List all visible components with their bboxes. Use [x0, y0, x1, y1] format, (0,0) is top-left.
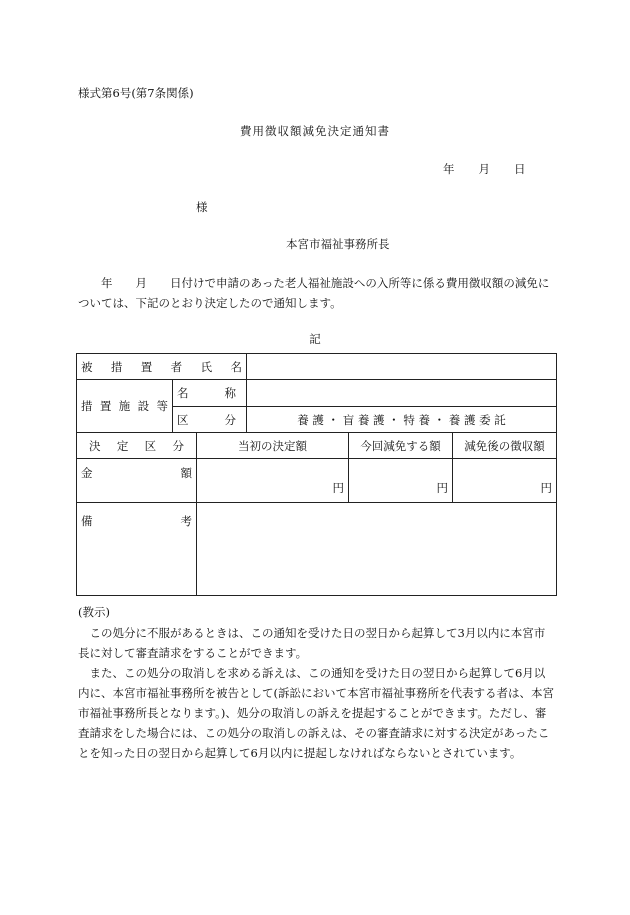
after-amount-yen[interactable]: 円 — [453, 459, 557, 503]
facility-category-options: 養 護 ・ 盲 養 護 ・ 特 養 ・ 養 護 委 託 — [247, 407, 557, 433]
ki-label: 記 — [309, 332, 321, 346]
col-initial-amount: 当初の決定額 — [197, 433, 349, 459]
date-month: 月 — [478, 162, 490, 176]
sender: 本宮市福祉事務所長 — [286, 237, 390, 251]
instruction-header: (教示) — [78, 605, 110, 619]
document-title: 費用徴収額減免決定通知書 — [240, 124, 390, 138]
addressee-suffix: 様 — [196, 200, 208, 214]
facility-name-value[interactable] — [247, 380, 557, 407]
facility-name-label: 名 称 — [173, 380, 247, 407]
instruction-paragraph-2: また、この処分の取消しを求める訴えは、この通知を受けた日の翌日から起算して6月以内に、本宮市福祉事務所を被告として(訴訟において本宮市福祉事務所を代表する者は、本宮市福祉事務所長となります。)、処分の取消しの訴えを提起することができます。ただし、審査請求をした場合には、この処分の取消しの訴えは、その審査請求に対する決定があったことを知った日の翌日から起算して6月以内に提起しなければならないとされています。 — [78, 666, 554, 760]
decision-table — [76, 353, 557, 596]
col-after-amount: 減免後の徴収額 — [453, 433, 557, 459]
amount-label: 金 額 — [77, 459, 197, 503]
date-line — [443, 161, 526, 177]
reduction-amount-yen[interactable]: 円 — [349, 459, 453, 503]
form-number: 様式第6号(第7条関係) — [78, 86, 194, 100]
decision-category-label: 決 定 区 分 — [77, 433, 197, 459]
body-text: 年 月 日付けで申請のあった老人福祉施設への入所等に係る費用徴収額の減免については、下記のとおり決定したので通知します。 — [78, 276, 550, 310]
person-name-value[interactable] — [247, 354, 557, 380]
date-day: 日 — [514, 162, 526, 176]
person-name-label: 被 措 置 者 氏 名 — [77, 354, 247, 380]
remarks-label: 備 考 — [77, 503, 197, 596]
facility-label: 措 置 施 設 等 — [77, 380, 173, 433]
date-year: 年 — [443, 162, 455, 176]
remarks-value[interactable] — [197, 503, 557, 596]
initial-amount-yen[interactable]: 円 — [197, 459, 349, 503]
instruction-paragraph-1: この処分に不服があるときは、この通知を受けた日の翌日から起算して3月以内に本宮市長に対して審査請求をすることができます。 — [78, 626, 546, 660]
col-reduction-amount: 今回減免する額 — [349, 433, 453, 459]
facility-category-label: 区 分 — [173, 407, 247, 433]
